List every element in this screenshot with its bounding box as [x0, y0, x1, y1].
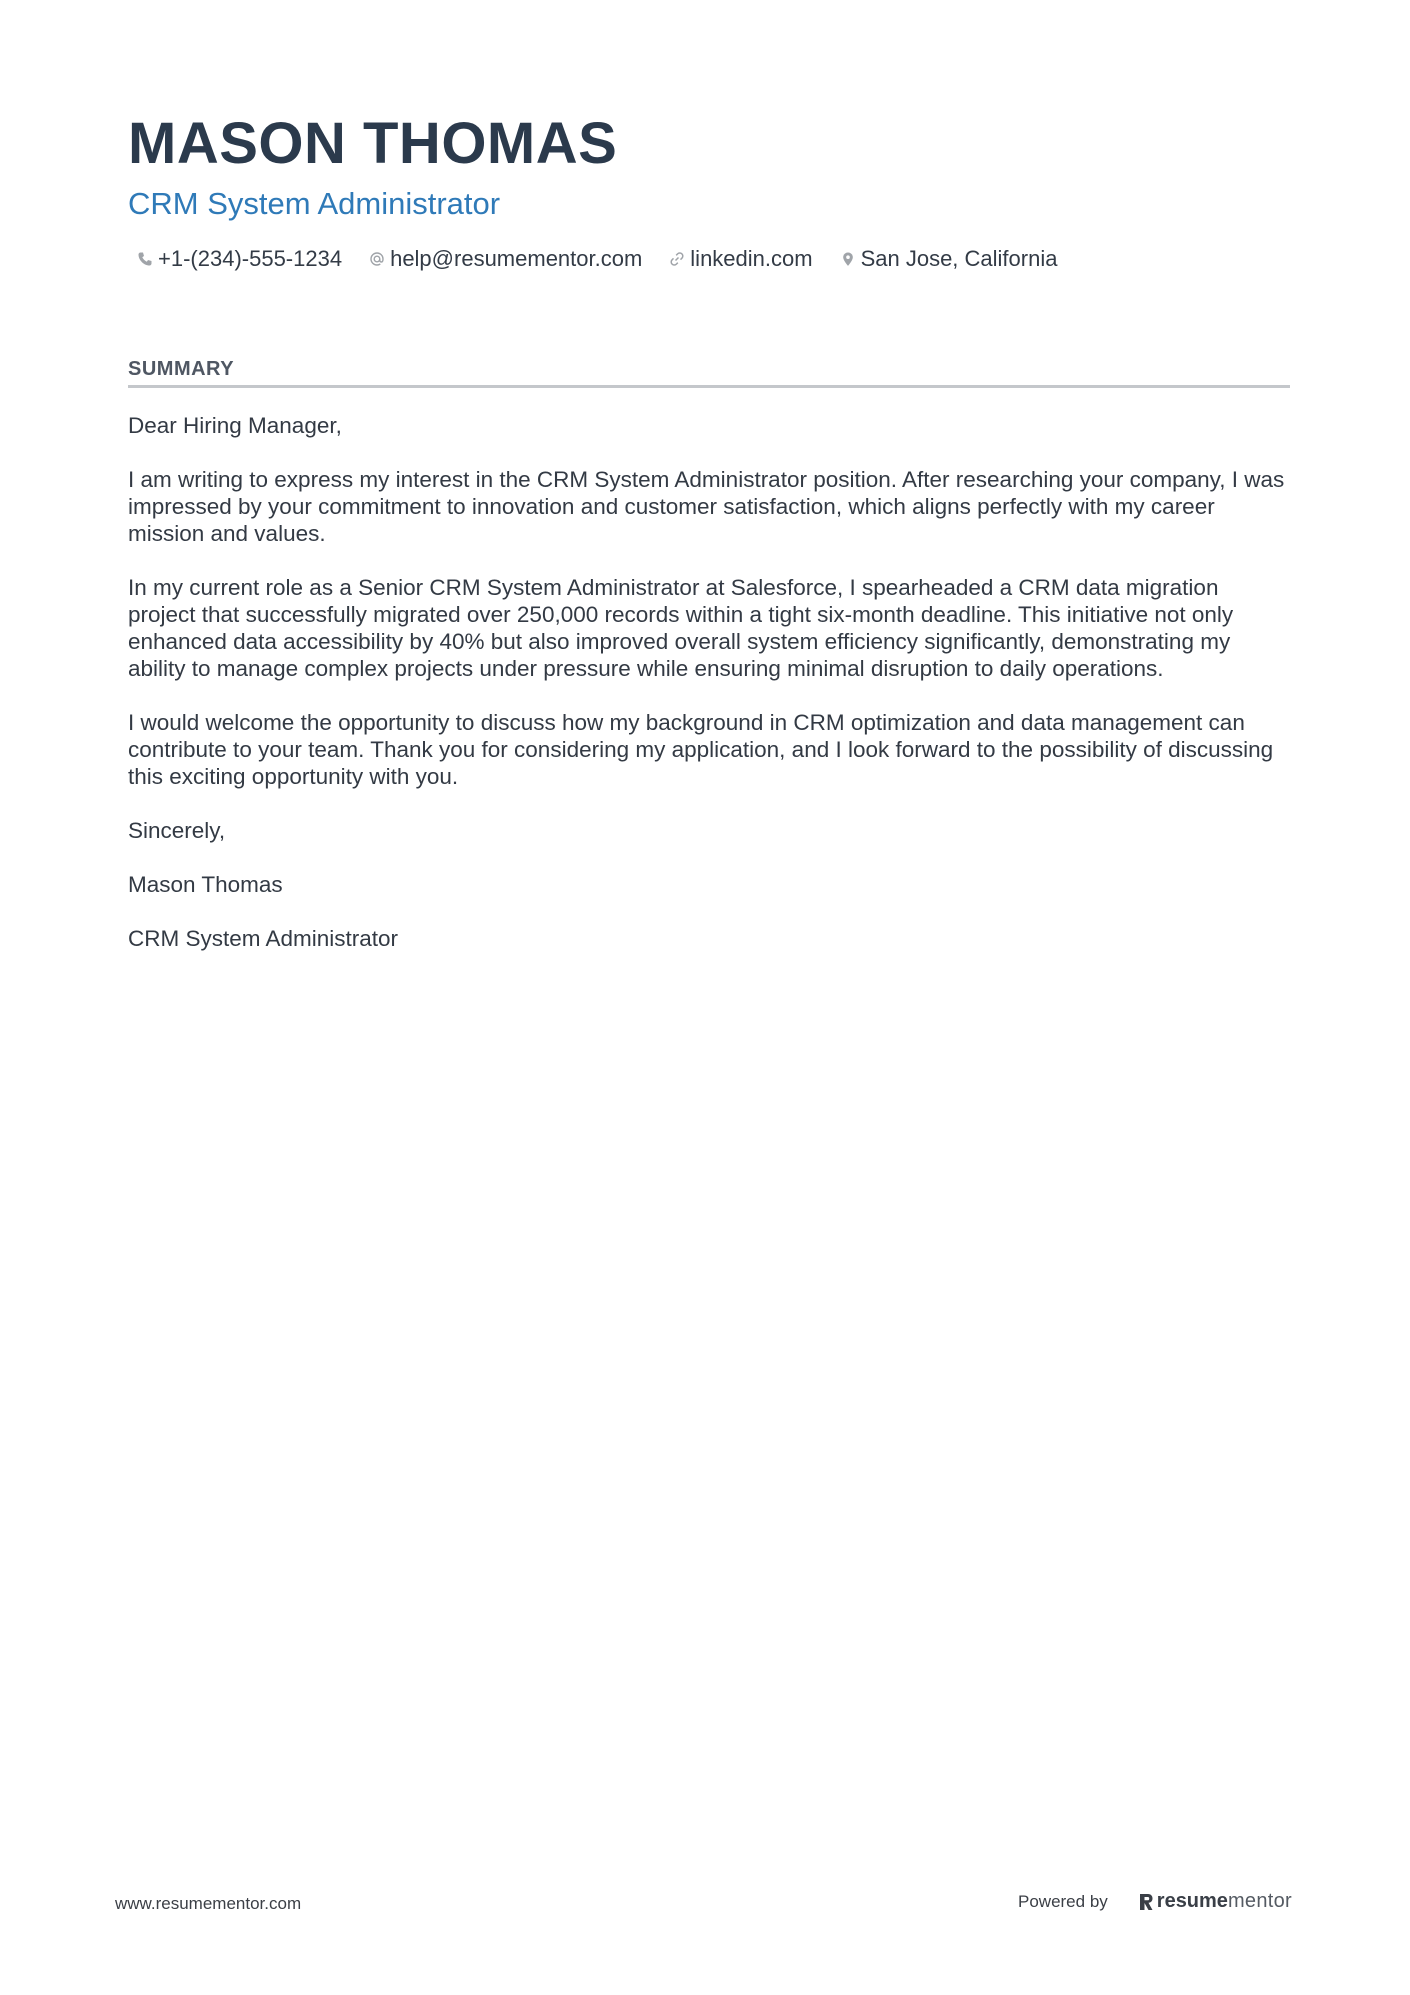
phone-icon	[136, 250, 154, 268]
link-icon	[668, 250, 686, 268]
letter-paragraph: I am writing to express my interest in the CRM System Administrator position. After researching your company, I was impressed by your commitment to innovation and customer satisfaction, which aligns perfectly with my career mission and values.	[128, 467, 1285, 546]
location-text: San Jose, California	[860, 246, 1058, 271]
letter-paragraph: I would welcome the opportunity to discuss how my background in CRM optimization and data management can contribute to your team. Thank you for considering my application, and I look forward to the possibility of discussing this exciting opportunity with you.	[128, 710, 1274, 789]
brand-name-bold: resume	[1156, 1890, 1228, 1912]
signature-name: Mason Thomas	[128, 872, 283, 897]
website-link[interactable]: linkedin.com	[690, 246, 813, 271]
contact-email	[368, 246, 642, 272]
signature-title: CRM System Administrator	[128, 926, 399, 951]
resumementor-logo-icon	[1138, 1892, 1154, 1912]
at-icon	[368, 250, 386, 268]
letter-body	[128, 412, 1290, 952]
brand-logo-link[interactable]	[1138, 1890, 1292, 1913]
email-link[interactable]: help@resumementor.com	[390, 246, 643, 271]
letter-greeting: Dear Hiring Manager,	[128, 413, 342, 438]
powered-by-label: Powered by	[1018, 1891, 1108, 1911]
contact-location	[839, 246, 1058, 272]
job-title: CRM System Administrator	[128, 186, 501, 221]
header	[128, 108, 1288, 272]
footer-website-link[interactable]: www.resumementor.com	[115, 1894, 302, 1913]
contact-phone	[136, 246, 342, 272]
letter-closing: Sincerely,	[128, 818, 226, 843]
contact-website	[668, 246, 812, 272]
section-title: SUMMARY	[128, 358, 1290, 388]
footer-branding	[1018, 1890, 1292, 1913]
phone-text: +1-(234)-555-1234	[158, 246, 343, 271]
contact-list	[136, 246, 1288, 272]
summary-section	[128, 358, 1290, 979]
brand-name-light: mentor	[1227, 1890, 1292, 1912]
letter-paragraph: In my current role as a Senior CRM System Administrator at Salesforce, I spearheaded a CRM data migration project that successfully migrated over 250,000 records within a tight six-month deadline. This initiative not only enhanced data accessibility by 40% but also improved overall system efficiency significantly, demonstrating my ability to manage complex projects under pressure while ensuring minimal disruption to daily operations.	[128, 575, 1234, 681]
map-pin-icon	[839, 250, 857, 268]
candidate-name: MASON THOMAS	[128, 111, 618, 176]
